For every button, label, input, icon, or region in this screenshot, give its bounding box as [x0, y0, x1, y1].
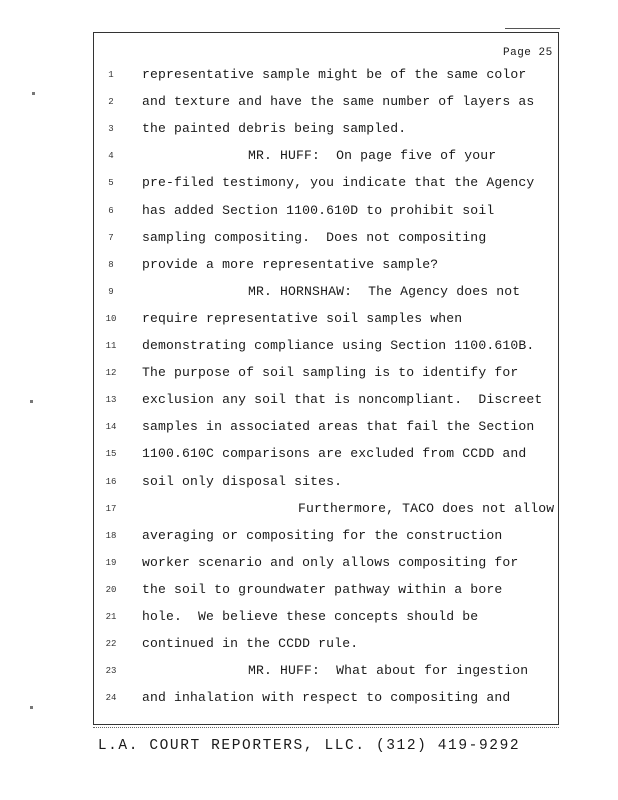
transcript-line: [0, 582, 618, 602]
margin-speck: [30, 706, 33, 709]
line-number: 21: [105, 612, 117, 622]
line-text: MR. HUFF: On page five of your: [248, 148, 497, 164]
line-number: 18: [105, 530, 117, 541]
line-number: 10: [105, 313, 117, 324]
line-number: 3: [108, 124, 114, 135]
line-text: MR. HORNSHAW: The Agency does not: [248, 283, 521, 299]
line-text: The purpose of soil sampling is to identify for: [142, 365, 519, 381]
line-number: 6: [108, 205, 114, 216]
line-text: require representative soil samples when: [142, 310, 463, 326]
line-number: 8: [108, 259, 114, 270]
margin-speck: [30, 400, 33, 403]
line-text: pre-filed testimony, you indicate that the Agency: [142, 175, 535, 191]
line-text: exclusion any soil that is noncompliant. Discreet: [142, 392, 543, 408]
line-text: Furthermore, TACO does not allow: [298, 500, 555, 516]
line-number: 23: [105, 666, 117, 677]
line-number: 1: [108, 70, 114, 80]
transcript-line: [0, 663, 618, 683]
transcript-line: [0, 392, 618, 412]
line-number: 2: [108, 97, 114, 108]
transcript-line: [0, 474, 618, 494]
transcript-line: [0, 121, 618, 141]
line-number: 12: [105, 368, 117, 379]
line-number: 7: [108, 232, 114, 243]
transcript-line: [0, 94, 618, 114]
line-text: provide a more representative sample?: [142, 256, 439, 272]
transcript-line: [0, 690, 618, 710]
line-number: 9: [108, 286, 114, 297]
line-text: sampling compositing. Does not compositing: [142, 229, 487, 245]
line-text: the soil to groundwater pathway within a bore: [142, 581, 503, 597]
line-text: demonstrating compliance using Section 1100.610B.: [142, 338, 535, 353]
transcript-line: [0, 501, 618, 521]
line-text: hole. We believe these concepts should be: [142, 609, 479, 624]
transcript-line: [0, 636, 618, 656]
line-text: MR. HUFF: What about for ingestion: [248, 663, 529, 679]
line-number: 20: [105, 584, 117, 595]
transcript-line: [0, 555, 618, 575]
line-text: has added Section 1100.610D to prohibit soil: [142, 202, 495, 218]
transcript-line: [0, 338, 618, 358]
transcript-line: [0, 311, 618, 331]
line-text: worker scenario and only allows compositing for: [142, 554, 519, 570]
transcript-line: [0, 67, 618, 87]
transcript-line: [0, 175, 618, 195]
line-number: 15: [105, 449, 117, 460]
transcript-line: [0, 609, 618, 629]
line-text: 1100.610C comparisons are excluded from CCDD and: [142, 446, 527, 462]
transcript-line: [0, 284, 618, 304]
line-text: samples in associated areas that fail the Section: [142, 419, 535, 435]
line-number: 22: [105, 639, 117, 650]
court-reporter-footer: L.A. COURT REPORTERS, LLC. (312) 419-9292: [97, 738, 521, 754]
line-text: representative sample might be of the same color: [142, 67, 527, 82]
line-number: 14: [105, 422, 117, 433]
transcript-line: [0, 528, 618, 548]
margin-speck: [32, 92, 35, 95]
line-text: averaging or compositing for the construction: [142, 527, 503, 543]
line-number: 4: [108, 151, 114, 162]
footer-divider: [93, 727, 559, 728]
line-number: 24: [105, 693, 117, 704]
line-text: soil only disposal sites.: [142, 473, 343, 489]
transcript-line: [0, 257, 618, 277]
line-number: 5: [108, 178, 114, 189]
transcript-line: [0, 148, 618, 168]
line-number: 19: [105, 557, 117, 568]
line-number: 17: [105, 503, 117, 514]
line-number: 11: [105, 341, 117, 351]
frame-top-mark: [505, 28, 560, 29]
transcript-line: [0, 446, 618, 466]
line-text: continued in the CCDD rule.: [142, 636, 359, 652]
transcript-line: [0, 419, 618, 439]
transcript-line: [0, 230, 618, 250]
transcript-line: [0, 203, 618, 223]
line-number: 13: [105, 395, 117, 406]
line-number: 16: [105, 476, 117, 487]
page-number: Page 25: [503, 47, 553, 59]
line-text: the painted debris being sampled.: [142, 121, 407, 137]
line-text: and texture and have the same number of layers as: [142, 94, 535, 110]
transcript-line: [0, 365, 618, 385]
line-text: and inhalation with respect to compositing and: [142, 690, 511, 706]
